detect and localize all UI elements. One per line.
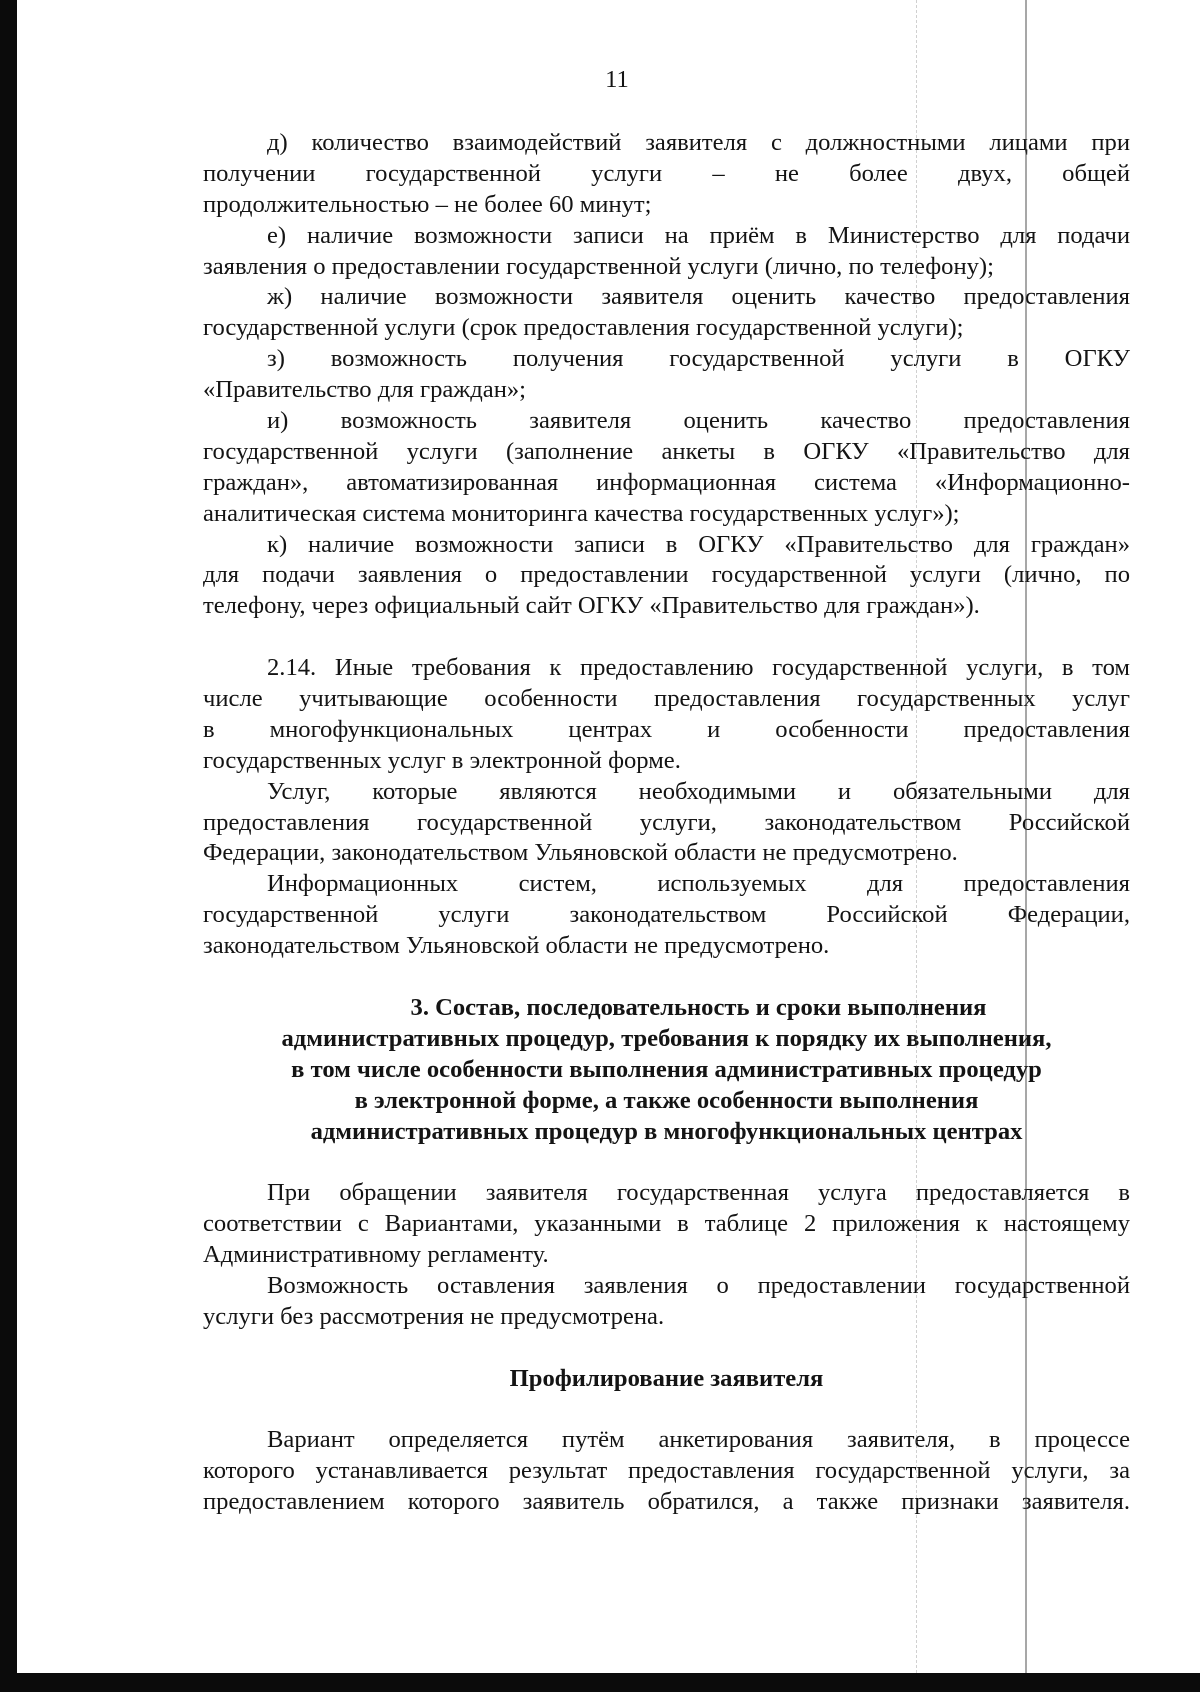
- text-line: Федерации, законодательством Ульяновской области не предусмотрено.: [203, 839, 958, 867]
- heading-line: административных процедур в многофункциональных центрах: [310, 1117, 1023, 1145]
- text-line: законодательством Ульяновской области не предусмотрено.: [203, 932, 830, 960]
- scan-border-left: [0, 0, 17, 1692]
- text-line: граждан», автоматизированная информационная система «Информационно-: [203, 468, 1130, 496]
- text-line: продолжительностью – не более 60 минут;: [203, 190, 652, 218]
- heading-line: 3. Состав, последовательность и сроки выполнения: [410, 993, 987, 1021]
- paragraph-no-dismissal: [203, 1271, 1130, 1333]
- scan-artifact-line: [1025, 0, 1027, 1673]
- text-line: з) возможность получения государственной услуги в ОГКУ: [267, 345, 1130, 373]
- text-line: заявления о предоставлении государственной услуги (лично, по телефону);: [203, 252, 994, 280]
- text-line: в многофункциональных центрах и особенности предоставления: [203, 715, 1130, 743]
- paragraph-2-14: [203, 653, 1130, 777]
- heading-line: в том числе особенности выполнения административных процедур: [291, 1055, 1042, 1083]
- text-line: Вариант определяется путём анкетирования заявителя, в процессе: [267, 1426, 1130, 1454]
- text-line: к) наличие возможности записи в ОГКУ «Правительство для граждан»: [267, 530, 1130, 558]
- blank-line: [203, 622, 1130, 653]
- list-item-e: [203, 221, 1130, 283]
- list-item-i: [203, 406, 1130, 530]
- text-line: «Правительство для граждан»;: [203, 376, 527, 404]
- text-line: и) возможность заявителя оценить качество предоставления: [267, 407, 1130, 435]
- text-line: При обращении заявителя государственная услуга предоставляется в: [267, 1179, 1130, 1207]
- section-3-heading: [203, 993, 1130, 1147]
- list-item-zh: [203, 282, 1130, 344]
- text-line: ж) наличие возможности заявителя оценить качество предоставления: [267, 283, 1130, 311]
- paragraph-required-services: [203, 777, 1130, 870]
- text-line: услуги без рассмотрения не предусмотрена.: [203, 1302, 665, 1330]
- text-line: д) количество взаимодействий заявителя с должностными лицами при: [267, 129, 1130, 156]
- text-line: которого устанавливается результат предоставления государственной услуги, за: [203, 1457, 1130, 1485]
- subheading-applicant-profiling: [203, 1364, 1130, 1395]
- text-line: аналитическая система мониторинга качества государственных услуг»);: [203, 499, 960, 527]
- list-item-z: [203, 344, 1130, 406]
- text-line: Возможность оставления заявления о предоставлении государственной: [267, 1271, 1130, 1299]
- text-line: государственной услуги законодательством Российской Федерации,: [203, 901, 1130, 929]
- blank-line: [203, 1395, 1130, 1426]
- blank-line: [203, 1147, 1130, 1178]
- text-line: для подачи заявления о предоставлении государственной услуги (лично, по: [203, 561, 1130, 589]
- heading-line: в электронной форме, а также особенности выполнения: [354, 1086, 979, 1114]
- text-line: Административному регламенту.: [203, 1241, 549, 1269]
- text-line: соответствии с Вариантами, указанными в таблице 2 приложения к настоящему: [203, 1210, 1130, 1238]
- text-line: числе учитывающие особенности предоставления государственных услуг: [203, 685, 1130, 713]
- blank-line: [203, 1333, 1130, 1364]
- text-line: Услуг, которые являются необходимыми и обязательными для: [267, 777, 1130, 805]
- paragraph-variants: [203, 1178, 1130, 1271]
- text-line: получении государственной услуги – не более двух, общей: [203, 159, 1130, 187]
- text-line: 2.14. Иные требования к предоставлению государственной услуги, в том: [267, 654, 1130, 682]
- scan-border-bottom: [0, 1673, 1200, 1692]
- page-number: 11: [605, 66, 629, 93]
- text-line: предоставления государственной услуги, законодательством Российской: [203, 808, 1130, 836]
- paragraph-information-systems: [203, 869, 1130, 962]
- text-line: государственной услуги (срок предоставления государственной услуги);: [203, 314, 964, 342]
- text-line: предоставлением которого заявитель обратился, а также признаки заявителя.: [203, 1488, 1130, 1516]
- text-line: государственной услуги (заполнение анкеты в ОГКУ «Правительство для: [203, 437, 1130, 465]
- text-line: телефону, через официальный сайт ОГКУ «Правительство для граждан»).: [203, 592, 980, 620]
- blank-line: [203, 962, 1130, 993]
- subheading-line: Профилирование заявителя: [509, 1364, 824, 1392]
- text-line: е) наличие возможности записи на приём в Министерство для подачи: [267, 221, 1130, 249]
- heading-line: административных процедур, требования к порядку их выполнения,: [281, 1024, 1052, 1052]
- text-line: Информационных систем, используемых для предоставления: [267, 870, 1130, 898]
- text-line: государственных услуг в электронной форме.: [203, 746, 681, 774]
- list-item-d: [203, 128, 1130, 221]
- text-column: [203, 128, 1130, 1518]
- paragraph-variant-determination: [203, 1425, 1130, 1518]
- list-item-k: [203, 530, 1130, 623]
- scan-artifact-dashed-line: [916, 0, 917, 1673]
